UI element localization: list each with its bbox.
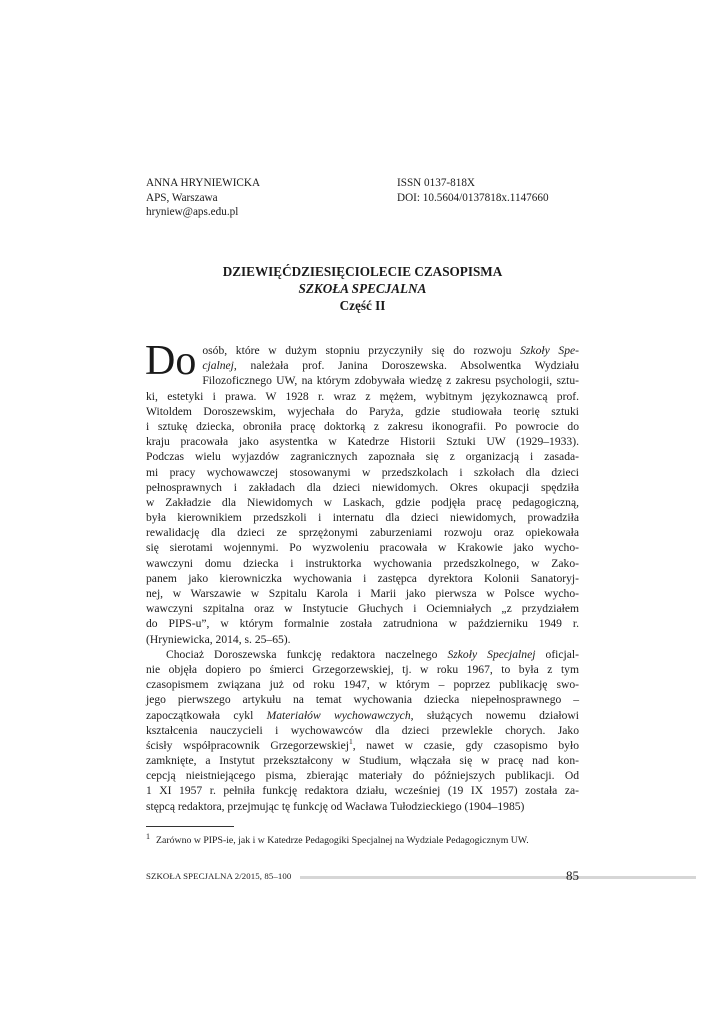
author-block	[146, 176, 260, 220]
text-line	[146, 616, 579, 631]
text-line	[146, 556, 579, 571]
article-body	[145, 338, 579, 814]
author-email[interactable]: hryniew@aps.edu.pl	[146, 206, 239, 218]
author-name: ANNA HRYNIEWICKA	[146, 177, 261, 189]
text-line	[146, 343, 579, 358]
text-span: Podczas wielu wyjazdów zagranicznych zapoznała się z organizacją i zasada-	[146, 450, 579, 464]
text-line	[146, 632, 579, 647]
text-line	[146, 434, 579, 449]
text-span: należała prof. Janina Doroszewska. Absolwentka Wydziału	[236, 359, 579, 373]
text-span: wawczyni szpitalna oraz w Instytucie Głuchych i Ociemniałych „z przydziałem	[146, 602, 579, 616]
text-line	[146, 692, 579, 707]
text-span: i sztukę dziecka, obroniła pracę doktorką z zakresu ikonografii. Po powrocie do	[146, 419, 579, 433]
text-span: w Zakładzie dla Niewidomych w Laskach, gdzie podjęła pracę pedagogiczną,	[146, 495, 579, 509]
title-line-2: SZKOŁA SPECJALNA	[298, 281, 427, 296]
text-line	[146, 571, 579, 586]
text-line	[146, 525, 579, 540]
text-line	[146, 708, 579, 723]
drop-cap: Do	[145, 338, 197, 384]
text-span: nej, w Warszawie w Szpitalu Karola i Marii jako pierwsza w Polsce wycho-	[146, 587, 579, 600]
title-line-1: DZIEWIĘĆDZIESIĘCIOLECIE CZASOPISMA	[222, 264, 503, 279]
text-line	[146, 753, 579, 768]
text-span: Chociaż Doroszewska funkcję redaktora naczelnego	[166, 647, 448, 661]
text-span: ścisły współpracownik Grzegorzewskiej	[146, 738, 349, 752]
text-span: ki, estetyki i prawa. W 1928 r. wraz z mężem, wybitnym językoznawcą prof.	[146, 389, 579, 403]
footnote-text: Zarówno w PIPS-ie, jak i w Katedrze Pedagogiki Specjalnej na Wydziale Pedagogicznym UW.	[156, 835, 529, 846]
text-span: , nawet w czasie, gdy czasopismo było	[352, 738, 579, 752]
text-line	[146, 495, 579, 510]
text-line	[146, 586, 579, 601]
text-line	[146, 480, 579, 495]
article-title	[146, 263, 579, 314]
publication-ids	[397, 176, 549, 205]
text-line	[146, 540, 579, 555]
text-line	[146, 465, 579, 480]
text-line	[146, 662, 579, 677]
text-span: 1 XI 1957 r. pełniła funkcję redaktora działu, wcześniej (19 IX 1957) została za-	[146, 784, 579, 798]
text-line	[146, 768, 579, 783]
text-line	[146, 738, 579, 753]
text-line	[146, 510, 579, 525]
text-line	[146, 647, 579, 662]
text-span: panem jako kierowniczka wychowania i zastępca dyrektora Kolonii Sanatoryj-	[146, 571, 579, 585]
text-span: zamknięte, a Instytut przekształcony w Studium, włączała się w pracę nad kon-	[146, 754, 579, 768]
text-span: mi pracy wychowawczej stosowanymi w przedszkolach i szkołach dla dzieci	[146, 465, 579, 479]
paragraph-2	[146, 647, 579, 814]
text-span: wawczyni domu dziecka i instruktorka wychowania przedszkolnego, w Zako-	[146, 556, 579, 570]
footnote-number: 1	[146, 831, 150, 841]
footnote-separator	[146, 826, 234, 827]
text-line	[146, 373, 579, 388]
page-number: 85	[566, 868, 579, 883]
text-line	[146, 389, 579, 404]
text-span: cepcją nieistniejącego pisma, zbierając materiały do późniejszych publikacji. Od	[146, 769, 579, 783]
text-line	[146, 601, 579, 616]
text-span: zapoczątkowała cykl	[146, 708, 267, 722]
text-line	[146, 677, 579, 692]
text-line	[146, 723, 579, 738]
text-line	[146, 419, 579, 434]
text-span: była kierownikiem przedszkoli i internatu dla dzieci niewidomych, prowadziła	[146, 511, 579, 525]
text-span: się sierotami wojennymi. Po wyzwoleniu pracowała w Krakowie jako wycho-	[146, 541, 579, 555]
text-span: (Hryniewicka, 2014, s. 25–65).	[146, 632, 291, 646]
text-span: oficjal-	[535, 647, 579, 661]
footnote-ref[interactable]: 1	[348, 737, 353, 747]
title-part: Część II	[339, 298, 386, 313]
text-span: osób, które w dużym stopniu przyczyniły się do rozwoju	[202, 344, 521, 357]
paragraph-1	[145, 338, 579, 647]
page-footer	[146, 870, 579, 884]
text-span: kształcenia nauczycieli i wychowawców dla dzieci przewlekle chorych. Jako	[146, 723, 579, 737]
text-span: jego pierwszego artykułu na temat wychowania dziecka niepełnosprawnego –	[146, 693, 579, 707]
text-line	[146, 358, 579, 373]
italic-text: cjalnej,	[202, 359, 237, 373]
text-span: do PIPS-u”, w którym formalnie została zatrudniona w październiku 1949 r.	[146, 617, 579, 631]
text-line	[146, 449, 579, 464]
text-span: rewalidację dla dzieci ze sprzężonymi zaburzeniami rozwoju oraz opiekowała	[146, 526, 579, 540]
text-span: pełnosprawnych i zakładach dla dzieci niewidomych. Okres okupacji spędziła	[146, 480, 579, 494]
text-span: kraju pracowała jako asystentka w Katedrze Historii Sztuki UW (1929–1933).	[146, 435, 579, 449]
italic-text: Materiałów wychowawczych,	[266, 708, 414, 722]
text-line	[146, 404, 579, 419]
journal-reference: SZKOŁA SPECJALNA 2/2015, 85–100	[146, 871, 292, 881]
italic-text: Szkoły Specjalnej	[447, 647, 536, 661]
text-span: stępcą redaktora, przejmując tę funkcję od Wacława Tułodzieckiego (1904–1985)	[146, 799, 525, 813]
text-span: Witoldem Doroszewskim, wyjechała do Paryża, gdzie studiowała teorię sztuki	[146, 404, 579, 418]
issn: ISSN 0137-818X	[397, 177, 476, 189]
text-span: czasopismem związana już od roku 1947, w którym – poprzez publikację swo-	[146, 678, 579, 692]
text-span: Filozoficznego UW, na którym zdobywała wiedzę z zakresu psychologii, sztu-	[202, 374, 579, 388]
doi[interactable]: DOI: 10.5604/0137818x.1147660	[397, 191, 549, 204]
italic-text: Szkoły Spe-	[520, 344, 579, 357]
footer-bar	[300, 876, 696, 879]
author-affiliation: APS, Warszawa	[146, 191, 218, 204]
footnote	[146, 831, 579, 847]
text-span: nie objęła dopiero po śmierci Grzegorzewskiej, tj. w roku 1967, to była z tym	[146, 662, 579, 676]
text-span: służących nowemu działowi	[413, 708, 579, 722]
text-line	[146, 799, 579, 814]
text-line	[146, 783, 579, 798]
